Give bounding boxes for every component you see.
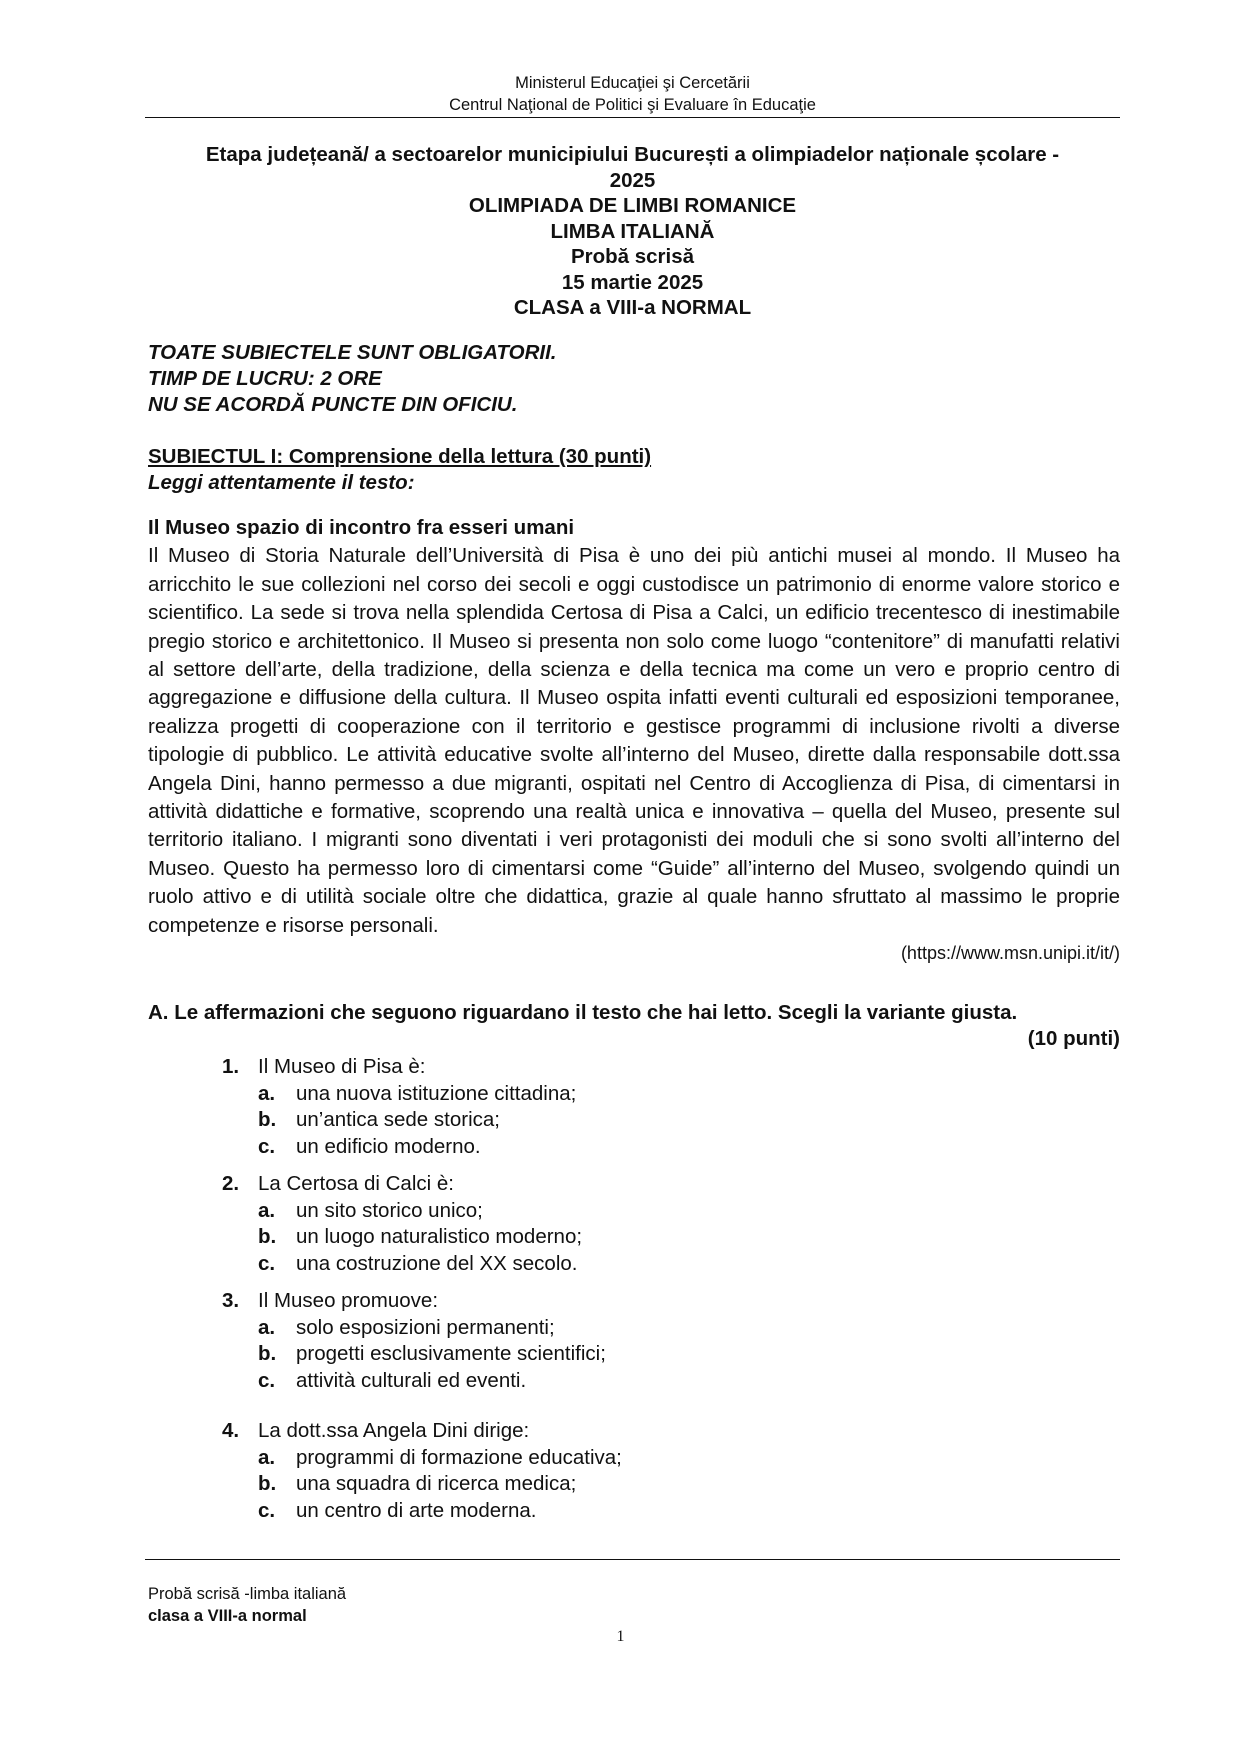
header-divider (145, 117, 1120, 118)
option-letter: a. (258, 1198, 276, 1222)
option-text: progetti esclusivamente scientifici; (296, 1342, 606, 1365)
question-item (222, 1418, 1102, 1524)
subject-heading (148, 444, 1120, 496)
language-name: LIMBA ITALIANĂ (550, 219, 715, 243)
reading-source: (https://www.msn.unipi.it/it/) (900, 943, 1120, 964)
answer-option (222, 1134, 1102, 1161)
answer-option (222, 1224, 1102, 1251)
option-text: un sito storico unico; (296, 1198, 483, 1222)
exam-title-block (145, 142, 1120, 321)
page-number: 1 (616, 1628, 625, 1645)
option-text: un’antica sede storica; (296, 1108, 500, 1131)
exam-type: Probă scrisă (570, 245, 695, 268)
question-number: 1. (222, 1055, 240, 1078)
section-a-instruction: A. Le affermazioni che seguono riguardano il testo che hai letto. Scegli la variante giusta. (148, 1001, 1018, 1024)
question-text: La Certosa di Calci è: (258, 1172, 454, 1195)
option-text: una costruzione del XX secolo. (296, 1251, 578, 1275)
subject-instruction: Leggi attentamente il testo: (148, 471, 415, 494)
option-text: una nuova istituzione cittadina; (296, 1081, 577, 1105)
option-letter: c. (258, 1368, 276, 1392)
subject-title: SUBIECTUL I: Comprensione della lettura (30 punti) (148, 445, 652, 468)
option-text: una squadra di ricerca medica; (296, 1472, 577, 1495)
exam-notice (148, 340, 557, 418)
option-letter: a. (258, 1315, 276, 1339)
exam-date: 15 martie 2025 (561, 270, 704, 294)
answer-option (222, 1107, 1102, 1134)
question-item (222, 1171, 1102, 1277)
question-text: Il Museo promuove: (258, 1289, 439, 1312)
option-letter: a. (258, 1081, 276, 1105)
page-header (145, 72, 1120, 116)
option-text: un luogo naturalistico moderno; (296, 1225, 583, 1248)
question-list (222, 1054, 1102, 1524)
option-text: un centro di arte moderna. (296, 1498, 537, 1522)
option-text: solo esposizioni permanenti; (296, 1315, 555, 1339)
section-a-points: (10 punti) (1027, 1027, 1120, 1050)
header-ministry: Ministerul Educaţiei şi Cercetării (515, 74, 750, 92)
answer-option (222, 1315, 1102, 1342)
question-text: La dott.ssa Angela Dini dirige: (258, 1419, 530, 1442)
answer-option (222, 1198, 1102, 1225)
option-letter: c. (258, 1251, 276, 1275)
reading-body: Il Museo di Storia Naturale dell’Università di Pisa è uno dei più antichi musei al mondo. Il Museo ha arricchito le sue collezioni nel corso dei secoli e oggi custodisce un patrimonio di enorme valore storico e scientifico. La sede si trova nella splendida Certosa di Pisa a Calci, un edificio trecentesco di inestimabile pregio storico e architettonico. Il Museo si presenta non solo come luogo “contenitore” di manufatti relativi al settore dell’arte, della tradizione, della scienza e della tecnica ma come un vero e proprio centro di aggregazione e diffusione della cultura. Il Museo ospita infatti eventi culturali ed esposizioni temporanee, realizza progetti di cooperazione con il territorio e gestisce programmi di inclusione rivolti a diverse tipologie di pubblico. Le attività educative svolte all’interno del Museo, dirette dalla responsabile dott.ssa Angela Dini, hanno permesso a due migranti, ospitati nel Centro di Accoglienza di Pisa, di cimentarsi in attività didattiche e formative, scoprendo una realtà unica e innovativa – quella del Museo, presente sul territorio italiano. I migranti sono diventati i veri protagonisti dei moduli che si sono svolti all’interno del Museo. Questo ha permesso loro di cimentarsi come “Guide” all’interno del Museo, svolgendo quindi un ruolo attivo e di utilità sociale oltre che didattica, grazie al quale hanno sfruttato al massimo le proprie competenze e risorse personali. (148, 544, 1120, 937)
question-item (222, 1054, 1102, 1160)
answer-option (222, 1498, 1102, 1525)
option-letter: b. (258, 1472, 277, 1495)
reading-passage (148, 514, 1120, 966)
notice-points: NU SE ACORDĂ PUNCTE DIN OFICIU. (148, 393, 518, 416)
option-letter: b. (258, 1342, 277, 1365)
answer-option (222, 1445, 1102, 1472)
option-letter: b. (258, 1108, 277, 1131)
exam-class: CLASA a VIII-a NORMAL (513, 296, 752, 319)
option-letter: a. (258, 1445, 276, 1469)
page-footer (148, 1583, 346, 1627)
answer-option (222, 1368, 1102, 1395)
answer-option (222, 1471, 1102, 1498)
question-number: 3. (222, 1289, 240, 1312)
footer-exam-type: Probă scrisă -limba italiană (148, 1585, 347, 1603)
question-number: 4. (222, 1419, 240, 1442)
notice-mandatory: TOATE SUBIECTELE SUNT OBLIGATORII. (148, 341, 557, 364)
option-text: attività culturali ed eventi. (296, 1368, 527, 1392)
reading-title: Il Museo spazio di incontro fra esseri umani (148, 516, 575, 539)
header-center: Centrul Naţional de Politici şi Evaluare în Educaţie (449, 96, 816, 114)
footer-class: clasa a VIII-a normal (148, 1607, 307, 1625)
exam-year: 2025 (609, 168, 656, 192)
olympiad-name: OLIMPIADA DE LIMBI ROMANICE (468, 194, 797, 217)
exam-stage: Etapa județeană/ a sectoarelor municipiului București a olimpiadelor naționale școlare - (205, 143, 1060, 166)
option-text: un edificio moderno. (296, 1134, 481, 1158)
question-number: 2. (222, 1172, 240, 1195)
answer-option (222, 1081, 1102, 1108)
question-text: Il Museo di Pisa è: (258, 1055, 426, 1078)
footer-divider (145, 1559, 1120, 1560)
notice-time: TIMP DE LUCRU: 2 ORE (148, 367, 382, 390)
option-text: programmi di formazione educativa; (296, 1445, 622, 1469)
option-letter: c. (258, 1134, 276, 1158)
answer-option (222, 1341, 1102, 1368)
question-item (222, 1288, 1102, 1394)
answer-option (222, 1251, 1102, 1278)
option-letter: b. (258, 1225, 277, 1248)
option-letter: c. (258, 1498, 276, 1522)
section-a-heading (148, 1000, 1120, 1052)
